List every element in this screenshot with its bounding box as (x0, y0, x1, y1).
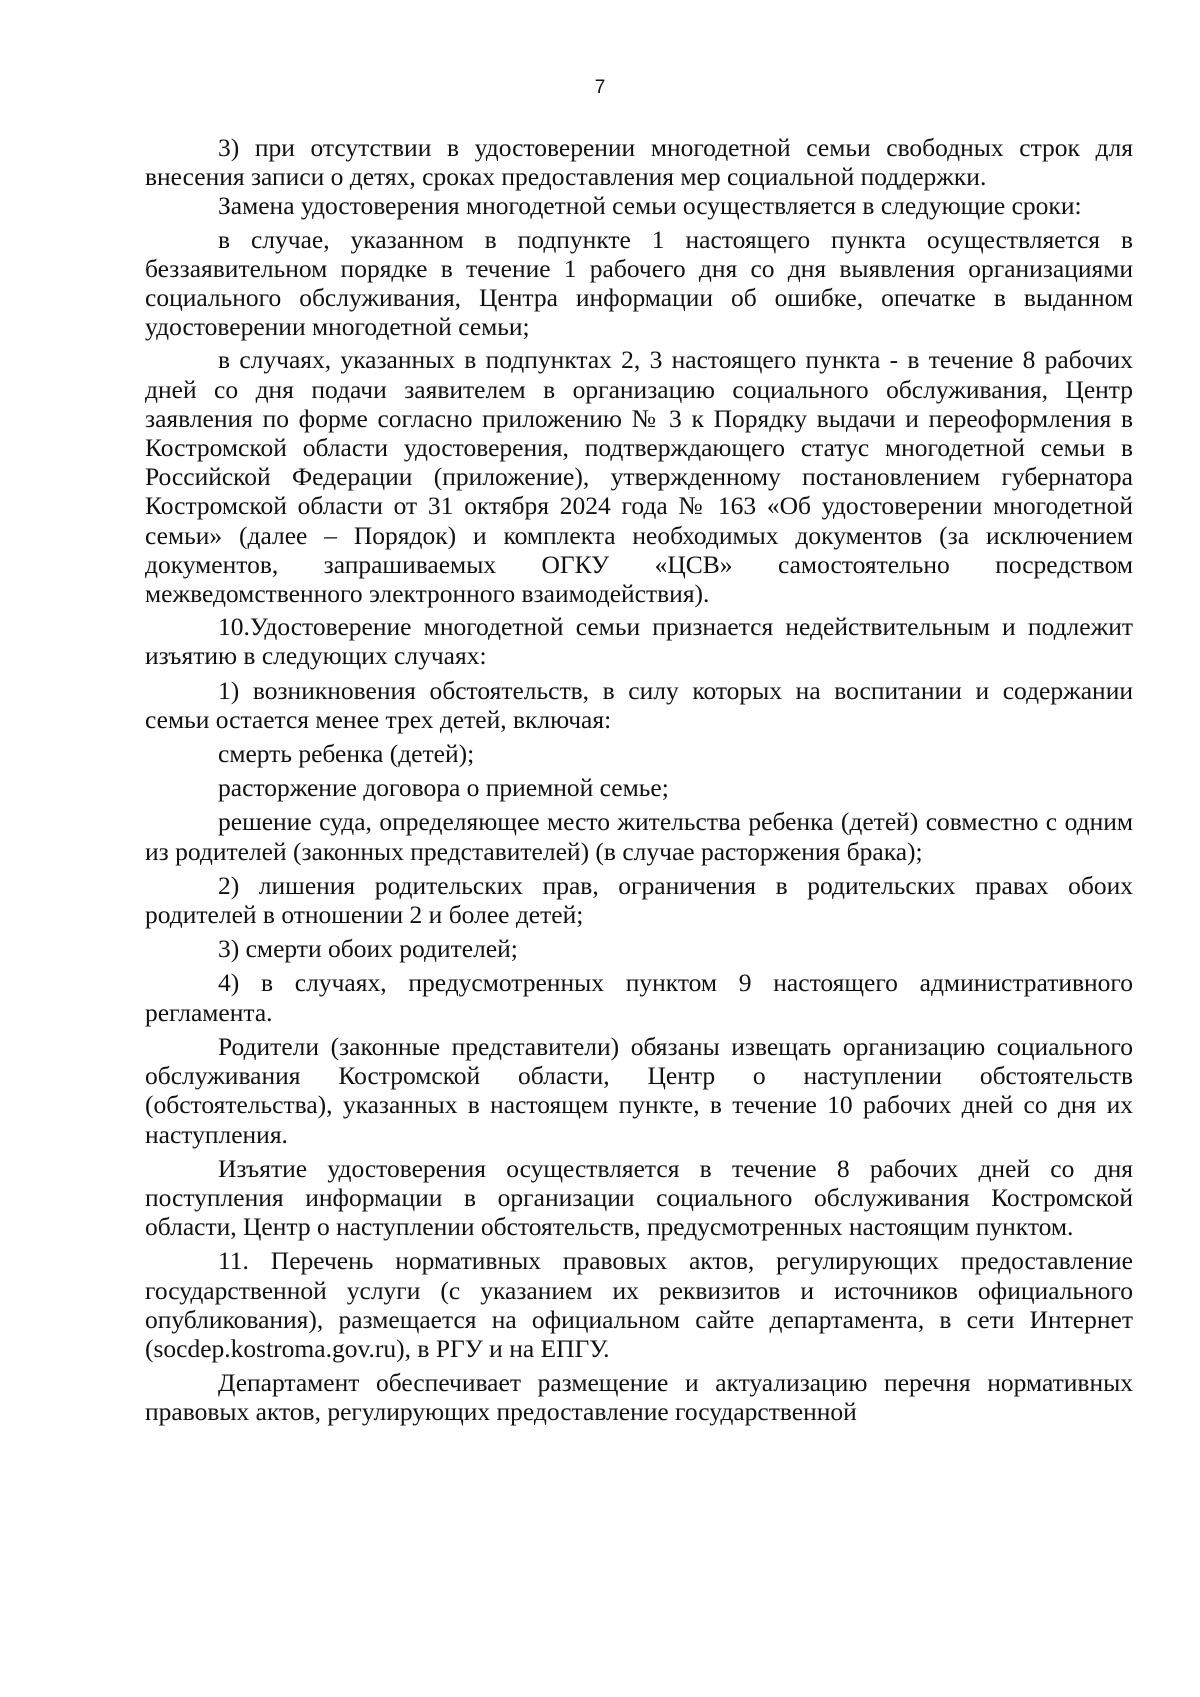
paragraph-section-11: 11. Перечень нормативных правовых актов, регулирующих предоставление государственной услуги (с указанием их реквизитов и источников официального опубликования), размещается на официальном сайте департамента, в сети Интернет (socdep.kostroma.gov.ru), в РГУ и на ЕПГУ. (145, 1246, 1133, 1363)
paragraph-item-3: 3) при отсутствии в удостоверении многодетной семьи свободных строк для внесения записи о детях, сроках предоставления мер социальной поддержки. (145, 133, 1133, 192)
paragraph-replacement-terms: Замена удостоверения многодетной семьи осуществляется в следующие сроки: (218, 191, 1082, 221)
paragraph-section-10-item-2: 2) лишения родительских прав, ограничения в родительских правах обоих родителей в отношении 2 и более детей; (145, 870, 1133, 930)
page-number: 7 (594, 77, 606, 98)
paragraph-cases-2-3: в случаях, указанных в подпунктах 2, 3 настоящего пункта - в течение 8 рабочих дней со дня подачи заявителем в организацию социального обслуживания, Центр заявления по форме согласно приложению № 3 к Порядку выдачи и переоформления в Костромской области удостоверения, подтверждающего статус многодетной семьи в Российской Федерации (приложение), утвержденному постановлением губернатора Костромской области от 31 октября 2024 года № 163 «Об удостоверении многодетной семьи» (далее – Порядок) и комплекта необходимых документов (за исключением документов, запрашиваемых ОГКУ «ЦСВ» самостоятельно посредством межведомственного электронного взаимодействия). (145, 345, 1133, 609)
paragraph-foster-contract: расторжение договора о приемной семье; (218, 773, 669, 803)
paragraph-section-10-item-4: 4) в случаях, предусмотренных пунктом 9 настоящего административного регламента. (145, 968, 1133, 1027)
paragraph-death-child: смерть ребенка (детей); (218, 739, 475, 769)
paragraph-department: Департамент обеспечивает размещение и актуализацию перечня нормативных правовых актов, регулирующих предоставление государственной (145, 1368, 1133, 1427)
paragraph-section-10-item-1: 1) возникновения обстоятельств, в силу которых на воспитании и содержании семьи остается менее трех детей, включая: (145, 675, 1133, 734)
paragraph-withdrawal: Изъятие удостоверения осуществляется в течение 8 рабочих дней со дня поступления информации в организации социального обслуживания Костромской области, Центр о наступлении обстоятельств, предусмотренных настоящим пунктом. (145, 1153, 1133, 1242)
paragraph-section-10-item-3: 3) смерти обоих родителей; (218, 934, 518, 964)
document-body (145, 133, 1133, 1427)
paragraph-case-1: в случае, указанном в подпункте 1 настоящего пункта осуществляется в беззаявительном порядке в течение 1 рабочего дня со дня выявления организациями социального обслуживания, Центра информации об ошибке, опечатке в выданном удостоверении многодетной семьи; (145, 224, 1133, 342)
paragraph-court-decision: решение суда, определяющее место жительства ребенка (детей) совместно с одним из родителей (законных представителей) (в случае расторжения брака); (145, 807, 1133, 866)
paragraph-section-10: 10.Удостоверение многодетной семьи признается недействительным и подлежит изъятию в следующих случаях: (145, 612, 1133, 671)
paragraph-parents-obligation: Родители (законные представители) обязаны извещать организацию социального обслуживания Костромской области, Центр о наступлении обстоятельств (обстоятельства), указанных в настоящем пункте, в течение 10 рабочих дней со дня их наступления. (145, 1031, 1133, 1149)
